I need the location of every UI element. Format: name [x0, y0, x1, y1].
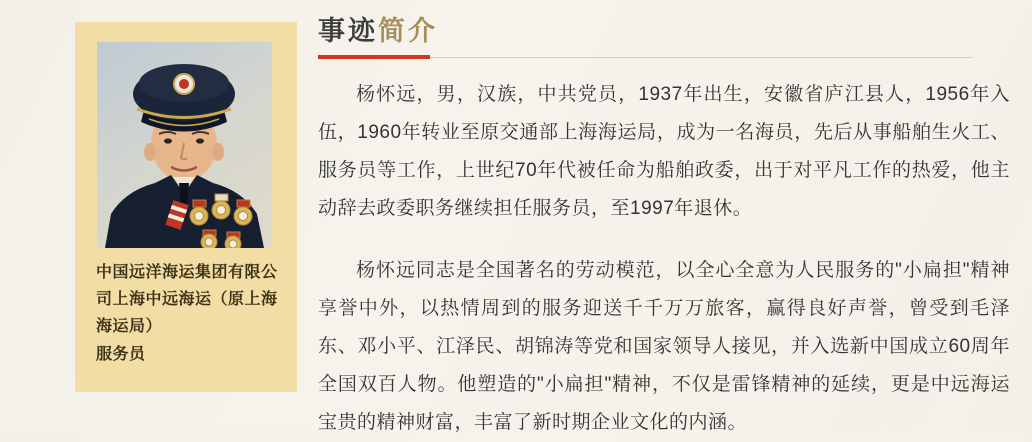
deeds-intro-section — [318, 14, 1010, 442]
photo-caption — [96, 259, 280, 368]
caption-organization: 中国远洋海运集团有限公司上海中远海运（原上海海运局） — [96, 264, 278, 335]
red-accent-line — [318, 55, 430, 59]
bio-paragraph-1: 杨怀远，男，汉族，中共党员，1937年出生，安徽省庐江县人，1956年入伍，1960年转业至原交通部上海海运局，成为一名海员，先后从事船舶生火工、服务员等工作，上世纪70年代被任命为船舶政委，出于对平凡工作的热爱，他主动辞去政委职务继续担任服务员，至1997年退休。 — [318, 84, 1010, 219]
title-rule — [318, 55, 1010, 60]
portrait-photo — [97, 42, 272, 248]
section-title-part1: 事迹 — [318, 16, 378, 46]
caption-role: 服务员 — [96, 346, 146, 363]
gray-divider-line — [430, 57, 973, 58]
profile-card — [75, 22, 297, 392]
portrait-illustration — [97, 42, 272, 248]
bio-paragraph-2: 杨怀远同志是全国著名的劳动模范，以全心全意为人民服务的"小扁担"精神享誉中外，以热情周到的服务迎送千千万万旅客，赢得良好声誉，曾受到毛泽东、邓小平、江泽民、胡锦涛等党和国家领导人接见，并入选新中国成立60周年全国双百人物。他塑造的"小扁担"精神，不仅是雷锋精神的延续，更是中远海运宝贵的精神财富，丰富了新时期企业文化的内涵。 — [318, 260, 1010, 433]
section-title — [318, 14, 1010, 48]
section-title-part2: 简介 — [378, 16, 438, 46]
